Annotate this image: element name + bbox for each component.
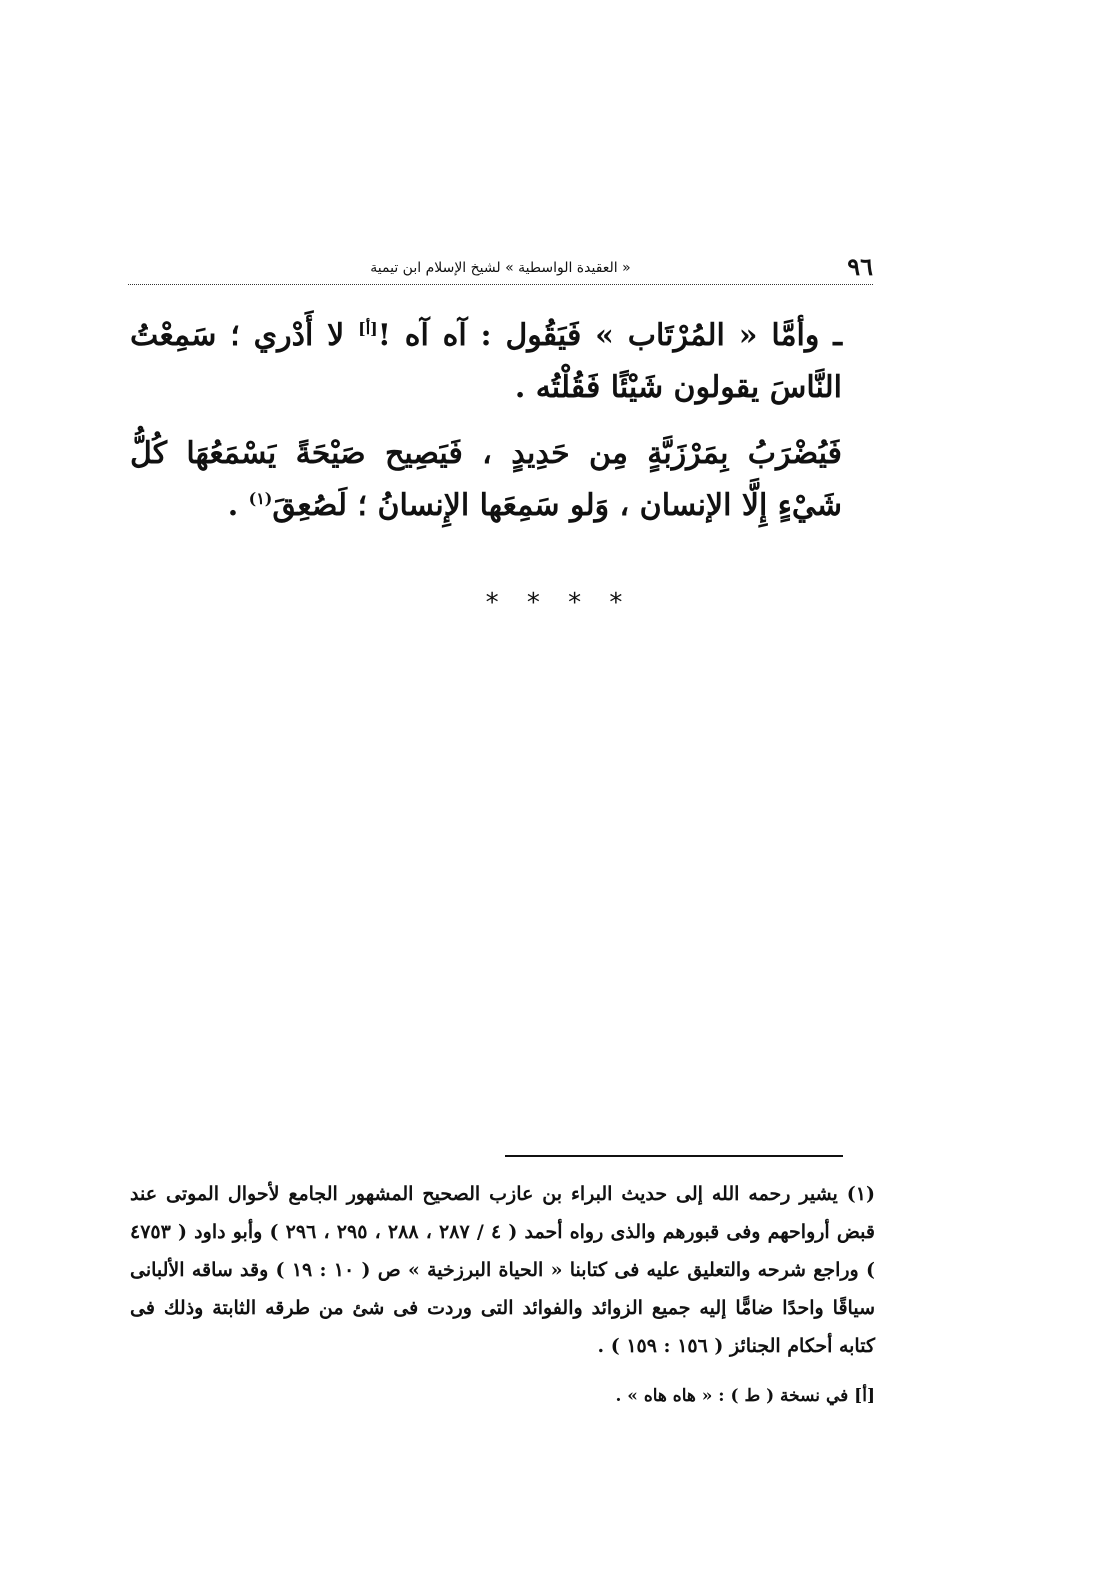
body-text [130, 310, 842, 546]
page-number: ٩٦ [847, 252, 873, 281]
footnote-rule [505, 1155, 843, 1157]
paragraph-2-end: . [227, 488, 249, 523]
footnotes [130, 1175, 875, 1415]
running-title: « العقيدة الواسطية » لشيخ الإسلام ابن تيمية [370, 260, 631, 276]
paragraph-1-text: ـ وأمَّا « المُرْتَاب » فَيَقُول : آه آه ! [377, 318, 843, 353]
footnote-a: [أ] في نسخة ( ط ) : « هاه هاه » . [615, 1386, 875, 1406]
paragraph-2 [130, 428, 842, 532]
paragraph-1-text-after: لا أَدْري ؛ سَمِعْتُ النَّاسَ يقولون شَيْئًا فَقُلْتُه . [130, 318, 842, 405]
header-rule [128, 284, 873, 285]
footnote-ref-1: (١) [248, 489, 273, 508]
paragraph-2-text: فَيُضْرَبُ بِمَرْزَبَّةٍ مِن حَدِيدٍ ، فَيَصِيح صَيْحَةً يَسْمَعُهَا كُلُّ شَيْءٍ إِلَّا الإنسان ، وَلو سَمِعَها الإِنسانُ ؛ لَصُعِقَ [130, 436, 842, 523]
section-separator: * * * * [485, 588, 633, 618]
page-header [128, 252, 873, 288]
paragraph-1 [130, 310, 842, 414]
footnote-1: (١) يشير رحمه الله إلى حديث البراء بن عازب الصحيح المشهور الجامع لأحوال الموتى عند قبض أرواحهم وفى قبورهم والذى رواه أحمد ( ٤ / ٢٨٧ ، ٢٨٨ ، ٢٩٥ ، ٢٩٦ ) وأبو داود ( ٤٧٥٣ ) وراجع شرحه والتعليق عليه فى كتابنا « الحياة البرزخية » ص ( ١٠ : ١٩ ) وقد ساقه الألبانى سياقًا واحدًا ضامًّا إليه جميع الزوائد والفوائد التى وردت فى شئ من طرقه الثابتة وذلك فى كتابه أحكام الجنائز ( ١٥٦ : ١٥٩ ) . [130, 1183, 875, 1357]
footnote-ref-a: [أ] [358, 319, 378, 338]
